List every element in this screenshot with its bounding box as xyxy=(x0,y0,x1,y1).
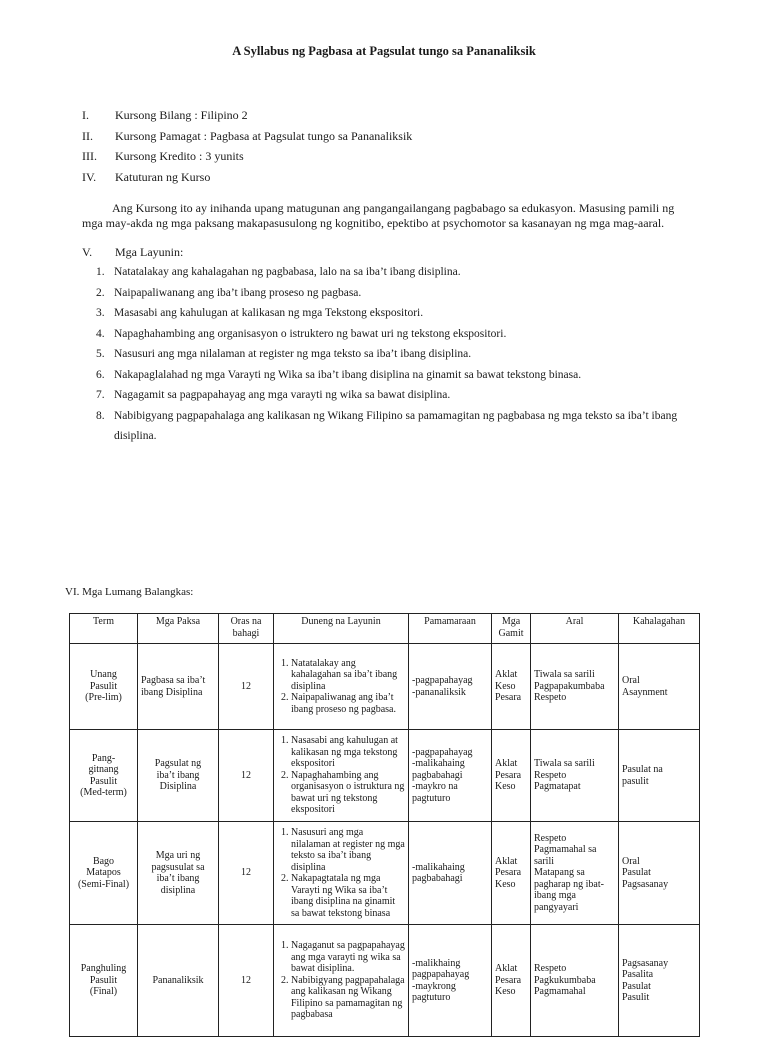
table-header-row xyxy=(70,614,700,644)
goal-item xyxy=(96,365,700,386)
course-number-text: Kursong Bilang : Filipino 2 xyxy=(115,108,248,122)
materials-cell: Aklat Keso Pesara xyxy=(492,644,531,730)
course-credit-text: Kursong Kredito : 3 yunits xyxy=(115,149,244,163)
goal-number: 1. xyxy=(96,266,105,278)
method-cell: -pagpapahayag -malikahaing pagbabahagi -maykro na pagtuturo xyxy=(409,730,492,822)
method-cell: -malikhaing pagpapahayag -maykrong pagtuturo xyxy=(409,925,492,1037)
goal-number: 3. xyxy=(96,307,105,319)
term-cell: Panghuling Pasulit (Final) xyxy=(70,925,138,1037)
objectives-cell: 1. Nasasabi ang kahulugan at kalikasan ng mga tekstong ekspositori 2. Napaghahambing ang organisasyon o istruktura ng bawat uri ng tekstong ekspositori xyxy=(274,730,409,822)
goal-item xyxy=(96,303,700,324)
table-row xyxy=(70,925,700,1037)
course-number-row xyxy=(82,105,412,126)
header-values: Aral xyxy=(531,614,619,644)
course-credit-row xyxy=(82,146,412,167)
objectives-cell: 1. Natatalakay ang kahalagahan sa iba’t ibang disiplina 2. Naipapaliwanag ang iba’t ibang proseso ng pagbasa. xyxy=(274,644,409,730)
header-term: Term xyxy=(70,614,138,644)
goal-text: Nakapaglalahad ng mga Varayti ng Wika sa iba’t ibang disiplina na ginamit sa bawat tekstong binasa. xyxy=(114,368,582,381)
goal-text: Naipapaliwanang ang iba’t ibang proseso ng pagbasa. xyxy=(114,286,362,299)
hours-cell: 12 xyxy=(219,730,274,822)
term-cell: Unang Pasulit (Pre-lim) xyxy=(70,644,138,730)
goals-heading xyxy=(82,242,183,262)
goal-item xyxy=(96,283,700,304)
goal-number: 2. xyxy=(96,286,105,299)
values-cell: Tiwala sa sarili Pagpapakumbaba Respeto xyxy=(531,644,619,730)
goal-item xyxy=(96,385,700,406)
topic-cell: Pagsulat ng iba’t ibang Disiplina xyxy=(138,730,219,822)
course-description-heading-row xyxy=(82,167,412,188)
roman-numeral: II. xyxy=(82,128,93,143)
course-description: Ang Kursong ito ay inihanda upang matugunan ang pangangailangang pagbabago sa edukasyon. Masusing pamili ng mga may-akda ng mga paksang makapasusulong ng kognitibo, epektibo at psychomotor sa kasanayan ng mga mag-aaral. xyxy=(82,201,675,230)
table-row xyxy=(70,730,700,822)
roman-numeral: IV. xyxy=(82,169,97,184)
term-cell: Bago Matapos (Semi-Final) xyxy=(70,822,138,925)
goal-text: Nabibigyang pagpapahalaga ang kalikasan ng Wikang Filipino sa pamamagitan ng pagbabasa ng mga teksto sa iba’t ibang disiplina. xyxy=(114,409,678,442)
topic-cell: Pagbasa sa iba’t ibang Disiplina xyxy=(138,644,219,730)
roman-numeral: I. xyxy=(82,108,89,122)
goal-text: Napaghahambing ang organisasyon o istruktero ng bawat uri ng tekstong ekspositori. xyxy=(114,327,507,340)
topic-cell: Mga uri ng pagsusulat sa iba’t ibang disiplina xyxy=(138,822,219,925)
materials-cell: Aklat Pesara Keso xyxy=(492,822,531,925)
header-method: Pamamaraan xyxy=(409,614,492,644)
goal-item xyxy=(96,324,700,345)
assessment-cell: Pagsasanay Pasalita Pasulat Pasulit xyxy=(619,925,700,1037)
hours-cell: 12 xyxy=(219,822,274,925)
materials-cell: Aklat Pesara Keso xyxy=(492,730,531,822)
values-cell: Respeto Pagkukumbaba Pagmamahal xyxy=(531,925,619,1037)
goal-number: 8. xyxy=(96,409,105,422)
header-topics: Mga Paksa xyxy=(138,614,219,644)
hours-cell: 12 xyxy=(219,925,274,1037)
goal-number: 5. xyxy=(96,348,105,360)
header-materials: Mga Gamit xyxy=(492,614,531,644)
roman-numeral: V. xyxy=(82,245,93,259)
values-cell: Respeto Pagmamahal sa sarili Matapang sa pagharap ng ibat-ibang mga pangyayari xyxy=(531,822,619,925)
hours-cell: 12 xyxy=(219,644,274,730)
objectives-cell: 1. Nasusuri ang mga nilalaman at register ng mga teksto sa iba’t ibang disiplina 2. Nakapagtatala ng mga Varayti ng Wika sa iba’t ibang disiplina na ginamit sa bawat tekstong binasa xyxy=(274,822,409,925)
topic-cell: Pananaliksik xyxy=(138,925,219,1037)
goal-text: Masasabi ang kahulugan at kalikasan ng mga Tekstong ekspositori. xyxy=(114,307,424,319)
goals-list xyxy=(96,262,700,447)
method-cell: -malikahaing pagbabahagi xyxy=(409,822,492,925)
outline-heading: VI. Mga Lumang Balangkas: xyxy=(65,586,194,598)
objectives-cell: 1. Nagaganut sa pagpapahayag ang mga varayti ng wika sa bawat disiplina. 2. Nabibigyang pagpapahalaga ang kalikasan ng Wikang Filipino sa pamamagitan ng pagbabasa xyxy=(274,925,409,1037)
goal-text: Nasusuri ang mga nilalaman at register ng mga teksto sa iba’t ibang disiplina. xyxy=(114,348,472,360)
goal-text: Natatalakay ang kahalagahan ng pagbabasa, lalo na sa iba’t ibang disiplina. xyxy=(114,266,461,278)
goal-text: Nagagamit sa pagpapahayag ang mga varayti ng wika sa bawat disiplina. xyxy=(114,389,451,401)
header-assessment: Kahalagahan xyxy=(619,614,700,644)
course-outline-table xyxy=(69,613,700,1037)
assessment-cell: Pasulat na pasulit xyxy=(619,730,700,822)
course-title-row xyxy=(82,126,412,147)
method-cell: -pagpapahayag -pananaliksik xyxy=(409,644,492,730)
goal-item xyxy=(96,344,700,365)
course-description-heading: Katuturan ng Kurso xyxy=(115,169,211,184)
goal-number: 7. xyxy=(96,389,105,401)
assessment-cell: Oral Pasulat Pagsasanay xyxy=(619,822,700,925)
course-info-list xyxy=(82,105,412,187)
values-cell: Tiwala sa sarili Respeto Pagmatapat xyxy=(531,730,619,822)
roman-numeral: III. xyxy=(82,149,97,163)
term-cell: Pang- gitnang Pasulit (Med-term) xyxy=(70,730,138,822)
table-row xyxy=(70,822,700,925)
document-title: A Syllabus ng Pagbasa at Pagsulat tungo sa Pananaliksik xyxy=(232,44,536,58)
goal-number: 4. xyxy=(96,327,105,340)
materials-cell: Aklat Pesara Keso xyxy=(492,925,531,1037)
assessment-cell: Oral Asaynment xyxy=(619,644,700,730)
header-hours: Oras na bahagi xyxy=(219,614,274,644)
goal-number: 6. xyxy=(96,368,105,381)
goal-item xyxy=(96,262,700,283)
goals-heading-text: Mga Layunin: xyxy=(115,245,184,259)
table-row xyxy=(70,644,700,730)
goal-item xyxy=(96,406,700,447)
course-title-text: Kursong Pamagat : Pagbasa at Pagsulat tungo sa Pananaliksik xyxy=(115,128,413,143)
header-objectives: Duneng na Layunin xyxy=(274,614,409,644)
